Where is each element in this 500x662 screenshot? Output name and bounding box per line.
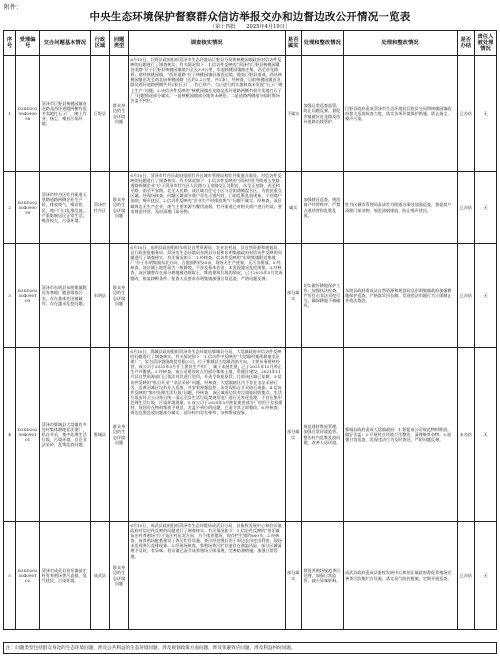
cell-type: 群众身边的生态环境问题 bbox=[110, 522, 129, 630]
cell-no: 3 bbox=[4, 244, 16, 348]
cell-handle: 东明县政府责成县自然资源和规划局及东明集镇政府加强耕地保护巡查，严格落实田长制，发现违法用地行为立即制止并依法查处。 bbox=[343, 244, 457, 348]
cell-type: 群众身边的生态环境问题 bbox=[110, 56, 129, 172]
cell-region: 巨野县 bbox=[90, 56, 110, 172]
cell-closed: 已办结 bbox=[457, 244, 475, 348]
cell-handle: 鄄城县政府责成大埝镇政府：1.督促该公司规范物料堆放，做好苫盖；2.开展村庄环境卫生整治，清理柴草杂物；3.加强日常巡查，发现违法行为及时查处，严防问题反弹。 bbox=[343, 348, 457, 522]
table-row bbox=[4, 244, 497, 348]
attachment-label: 附件： bbox=[4, 4, 23, 11]
cell-no: 2 bbox=[4, 172, 16, 244]
cell-true: 部分属实 bbox=[285, 348, 301, 522]
cell-no: 4 bbox=[4, 348, 16, 522]
table-row bbox=[4, 348, 497, 522]
cell-survey: 6月10日，鄄城县政府组织菏泽市生态环境局鄄城县分局、大埝镇政府对信访件反映的问题进行了调查核实。有关情况如下：1.信访件中反映的“大埝镇村集体耕地非法建厂”，实为菏泽盛隆商贸有限公司，位于鄄城县大埝镇西南方向，主要从事建材经营，该公司于2021年3月开工建设生产用厂，属于未批先建，已于2021年12月停止生产并搬离。2.经核查，该公司建设时占用部分集体土地，系擅自建设，2021年11月县自然资源部门已依法对其进行处罚，并责令恢复原状。目前该区域已复耕。3.信访件反映的“私自开采”“非法采砂”问题，经核查，大埝镇辖区内不存在非法采砂行为，沿黄河滩区设有专人巡查，并安装视频监控，未发现私自开采砂石现象。4.信访件反映的“集中处理生活垃圾”问题，经核查，该区域周边设有垃圾临时收集点，生活垃圾由环卫公司每日统一清运至县生活垃圾焚烧发电厂进行无害化处理，不存在集中处理生活垃圾、污染环境现象。5.该公司于2025年5月恢复使用部分厂房用于存放建材，现场存在物料堆放不规范、苫盖不到位的问题，已责令其立即整改。6.经核查，周边乱堆乱放问题部分属实，部分村内存在柴草、杂物堆放现象。 bbox=[128, 348, 285, 522]
cell-type: 群众身边的生态环境问题 bbox=[110, 172, 129, 244]
page-title: 中央生态环境保护督察群众信访举报交办和边督边改公开情况一览表 bbox=[89, 11, 411, 23]
header-basic: 交办问题基本情况 bbox=[40, 31, 90, 56]
cell-id: D3SD202504090100 bbox=[16, 244, 40, 348]
table-row bbox=[4, 56, 497, 172]
cell-closed: 已办结 bbox=[457, 522, 475, 630]
page-subtitle: （第十四批 2025年4月19日） bbox=[209, 24, 291, 30]
cell-region: 菏泽市牡丹区 bbox=[90, 172, 110, 244]
cell-true: 部分属实 bbox=[285, 522, 301, 630]
cell-punish: 无 bbox=[475, 56, 497, 172]
disclosure-table bbox=[3, 30, 497, 630]
cell-handle: 牡丹区城市管理局责成牡丹街道办事处加强巡查，督促商户清理门前杂物、规范油烟排放，防止噪声扰民。 bbox=[343, 172, 457, 244]
cell-punish: 无 bbox=[475, 348, 497, 522]
table-row bbox=[4, 522, 497, 630]
cell-id: D3SD202504090099 bbox=[16, 172, 40, 244]
header-goal: 处理和整改情况 bbox=[301, 31, 343, 56]
cell-id: D3SD202504090102 bbox=[16, 522, 40, 630]
cell-type: 群众身边的生态环境问题 bbox=[110, 348, 129, 522]
cell-punish: 无 bbox=[475, 522, 497, 630]
cell-survey: 6月10日，东明县政府组织东明县自然资源局、农业农村局、县自然资源和规划局、县行政审批服务局、菏泽市生态环境局东明县分局和东明集镇政府对信访件反映的问题进行了调查核实。有关情况如下：1.经核查，信访件反映的“东明集镇附近寒地厂”位于东明集镇东北方向，占地面积约35亩，现场无生产迹象，无污水排放。2.经核查，该区域土地性质为一般耕地，不涉及基本农田，未发现滥采乱挖现象。3.经核查，该区域曾存在部分耕地被违规取土、堆放建筑垃圾的情况，已于2025年5月完成整改，恢复耕种条件。检查人员要求东明集镇加强日常巡查，严防问题反弹。 bbox=[128, 244, 285, 348]
cell-no: 1 bbox=[4, 56, 16, 172]
cell-true: 不属实 bbox=[285, 56, 301, 172]
cell-basic: 菏泽市巨野县核桃园镇首龙路及西环道路两侧有很多卖地打石子厂，晚上作业，扬尘、噪音污染环境。 bbox=[40, 56, 90, 172]
header-survey: 调查核实情况 bbox=[128, 31, 285, 56]
header-no: 序号 bbox=[4, 31, 16, 56]
header-handle: 处理和整改情况 bbox=[343, 31, 457, 56]
table-footnote: 注：问题类型包括群众身边的生态环境问题，涉及公共利益的生态环境问题，涉及规划政策方面问题，涉及邻避效应问题，涉及利益纠纷问题。 bbox=[3, 642, 497, 654]
cell-goal: 加强日常巡查监管，防止问题反弹。督促乡镇做好首龙路及西环道路沿线管护。 bbox=[301, 56, 343, 172]
cell-no: 5 bbox=[4, 522, 16, 630]
cell-region: 鄄城县 bbox=[90, 348, 110, 522]
cell-basic: 菏泽市东明县东明集镇附近有寒地厂随意排放污水，存在基本农田被破坏，存在滥采乱挖问题。 bbox=[40, 244, 90, 348]
cell-closed: 未办结 bbox=[457, 348, 475, 522]
cell-id: D3SD202504090098 bbox=[16, 56, 40, 172]
cell-survey: 6月10日，菏泽市牡丹区政府组织牡丹区城市管理局和牡丹街道办事处，对信访件反映的问题进行了调查核实。有关情况如下：1.信访件反映的“菏泽市牡丹街道玉皇路道路两侧企业”位于菏泽市牡丹区人民路与玉皇路交汇处附近，东至玉皇路，西至和平路，南至平安路，北至人民路，该区域为住宅小区与沿街商铺混合区，为扰民重点区域。经现场核查，问题区域部分商户存在占道经营、门前乱堆乱放现象，个别商户油烟、噪声扰民。2.信访件反映的“企业生产时排放废气”问题不属实。经核查，该区域周边无生产企业，废气主要来源为餐饮油烟。牡丹街道已对相关商户进行约谈，要求规范经营，及时清理门前杂物。 bbox=[128, 172, 285, 244]
cell-handle: 成武县政府责成县畜牧发展中心和伯乐镇政府督促养殖场完善粪污收集贮存设施，落实臭气防控措施，定期开展巡查。 bbox=[343, 522, 457, 630]
header-true: 是否属实 bbox=[285, 31, 301, 56]
table-row bbox=[4, 172, 497, 244]
cell-goal: 加强辖区巡查，规范商户经营秩序，严禁占道经营和乱堆乱放。 bbox=[301, 172, 343, 244]
cell-true: 部分属实 bbox=[285, 244, 301, 348]
cell-type: 群众身边的生态环境问题 bbox=[110, 244, 129, 348]
cell-handle: 巨野县政府责成菏泽市生态环境局巨野县分局和核桃园镇政府加大巡查检查力度，落实各项环境保护措施，防止扬尘、噪声污染。 bbox=[343, 56, 457, 172]
cell-punish: 无 bbox=[475, 244, 497, 348]
cell-id: D3SD202504090101 bbox=[16, 348, 40, 522]
cell-closed: 已办结 bbox=[457, 172, 475, 244]
cell-basic: 菏泽市鄄城县大埝镇有多处村集体耕地非法建厂，私自开采，集中处理生活垃圾，污染环境，存在非法采砂、乱堆乱放问题。 bbox=[40, 348, 90, 522]
cell-survey: 6月10日，成武县政府组织菏泽市生态环境局成武县分局、县畜牧发展中心和伯乐镇政府对信访件反映的问题进行了调查核实。有关情况如下：1.信访件反映的“伯乐镇苗庄村养殖场”位于苗庄村东北方向，为个体养猪场，现存栏生猪约800头。2.经核查，该养殖场配套建设了粪污贮存设施，粪污经处理后用于周边农田还田利用，现场未发现粪污直排现象。3.经现场核查，养殖场粪污贮存池存在满溢风险，部分区域清理不及时，有异味。伯乐镇已责令该养殖场立即清理，完善防渗措施，加强日常管理。 bbox=[128, 522, 285, 630]
header-type: 问题类型 bbox=[110, 31, 129, 56]
cell-region: 成武县 bbox=[90, 522, 110, 630]
header-punish: 责任人被处理情况 bbox=[475, 31, 497, 56]
cell-basic: 菏泽市成武县伯乐镇苗庄村有养殖场粪污直排，臭气扰民，污染环境。 bbox=[40, 522, 90, 630]
cell-closed: 已办结 bbox=[457, 56, 475, 172]
cell-goal: 规范建材堆放管理，加强日常环境监管。整治村内乱堆乱放问题，改善人居环境。 bbox=[301, 348, 343, 522]
cell-goal: 切实做好耕地保护工作，加强执法检查，严厉打击非法采挖行为，确保耕地不被破坏。 bbox=[301, 244, 343, 348]
cell-region: 东明县 bbox=[90, 244, 110, 348]
cell-punish: 无 bbox=[475, 172, 497, 244]
table-header-row bbox=[4, 31, 497, 56]
cell-survey: 6月10日，巨野县政府组织菏泽市生态环境局巨野县分局和核桃园镇政府对信访件反映的问题进行了调查核实。有关情况如下：1.信访件反映的“菏泽市巨野县核桃园镇首龙路”位于巨野县核桃园镇境内全长3.9公里，东起核桃园镇曲庄集，西至首龙路界；途经核桃园镇，“西环道路”位于核桃园镇驻地西边境，地处巨野县南部，西从核桃园镇出发至南北向核桃园路（长约2.2公里，共1条）。经核查，目前核桃园镇首龙路及西环道路两侧共有2家石子厂，均已停产。当日进行的实地核查未发现“石子厂晚上生产”问题。2.该信访件反映的“核桃园镇首龙路及西环道路两侧有很多卖地打石子厂”问题情况部分属实。一是核桃园镇部分地块未硬化、二是道路两侧部分临时堆场苫盖不到位。 bbox=[128, 56, 285, 172]
cell-basic: 菏泽市牡丹区牡丹街道玉皇路道路两侧企业生产时，排放废气，噪音扰民，商户门口乱堆乱放，严重影响居民正常生活，噪音较大、污染环境。 bbox=[40, 172, 90, 244]
header-closed: 是否办结 bbox=[457, 31, 475, 56]
header-id: 受理编号 bbox=[16, 31, 40, 56]
cell-true: 属实 bbox=[285, 172, 301, 244]
cell-goal: 督促养殖场规范粪污处理，加强日常监管，减少异味影响。 bbox=[301, 522, 343, 630]
header-region: 行政区域 bbox=[90, 31, 110, 56]
